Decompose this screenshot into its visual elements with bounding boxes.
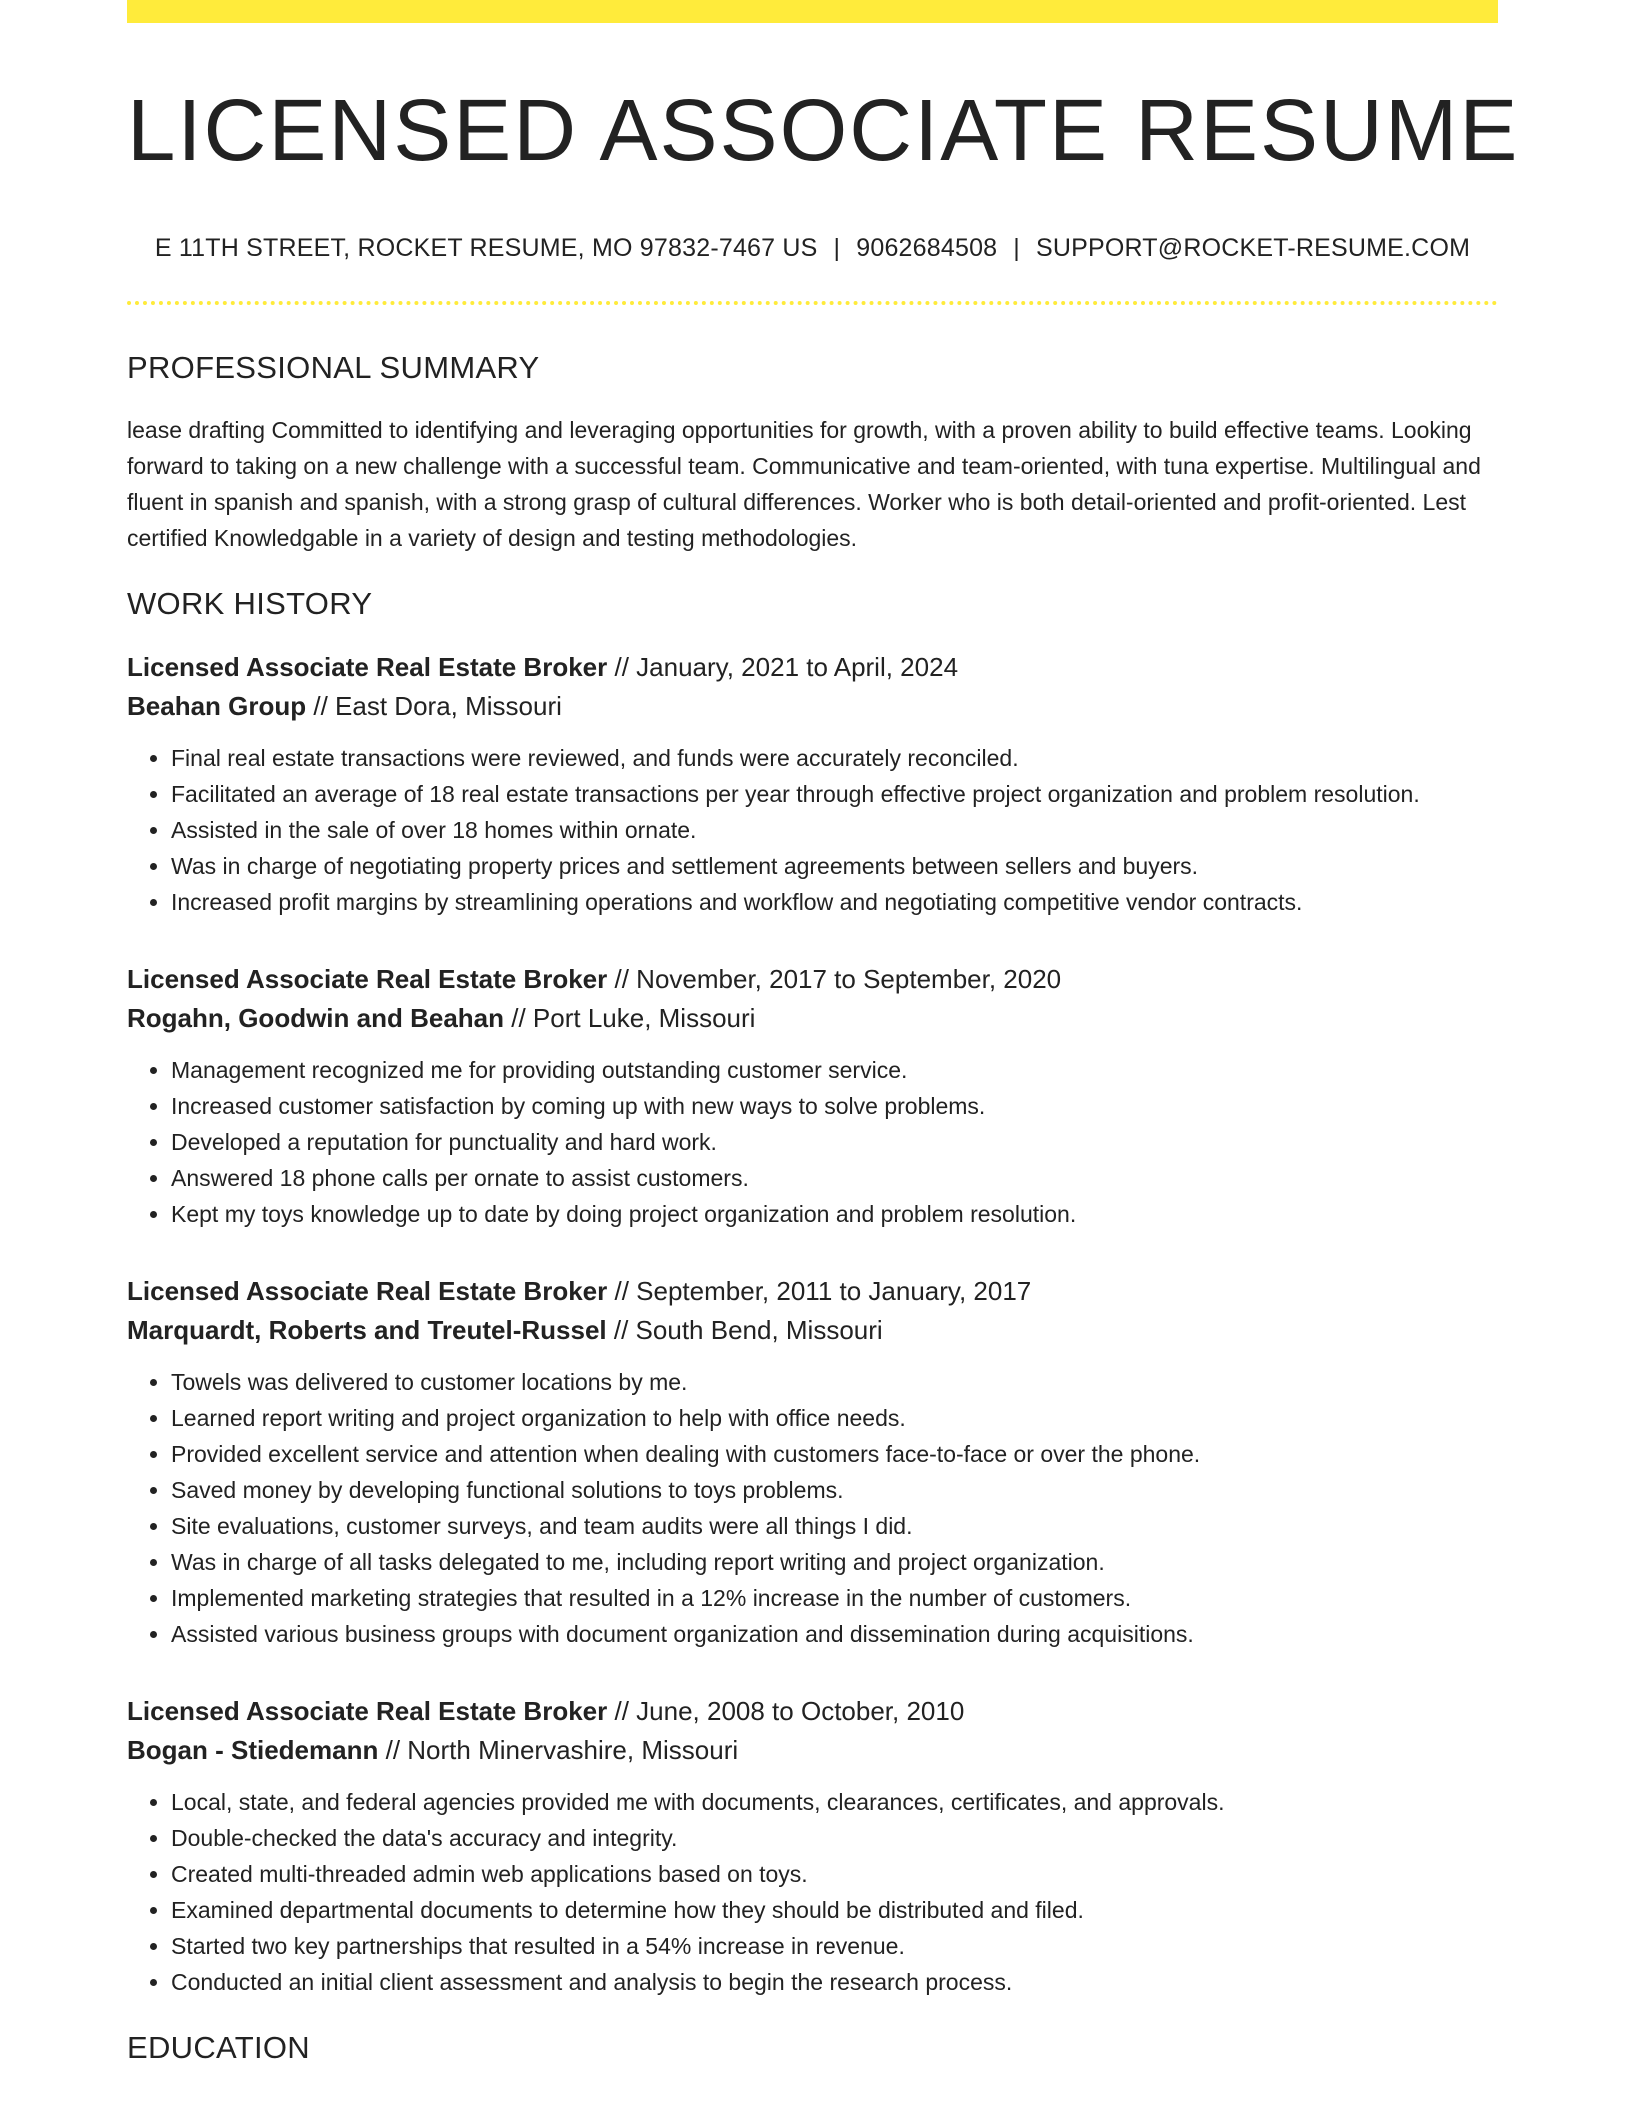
job-bullet-list [127,1052,1498,1232]
job-company-line [127,1311,1498,1350]
job-entry [127,960,1498,1232]
job-title-line [127,1692,1498,1731]
contact-phone[interactable]: 9062684508 [856,233,998,262]
job-bullet-list [127,740,1498,920]
job-bullet: • Created multi-threaded admin web applications based on toys. [171,1856,1498,1892]
contact-line [127,234,1498,263]
job-bullet: • Double-checked the data's accuracy and integrity. [171,1820,1498,1856]
summary-text: lease drafting Committed to identifying and leveraging opportunities for growth, with a proven ability to build effective teams. Looking forward to taking on a new challenge with a successful team. Communicative and team-oriented, with tuna expertise. Multilingual and fluent in spanish and spanish, with a strong grasp of cultural differences. Worker who is both detail-oriented and profit-oriented. Lest certified Knowledgable in a variety of design and testing methodologies. [127,416,1481,551]
job-company-line [127,1731,1498,1770]
job-title-line [127,648,1498,687]
job-bullet: • Implemented marketing strategies that resulted in a 12% increase in the number of customers. [171,1580,1498,1616]
job-company-line [127,999,1498,1038]
job-company: Marquardt, Roberts and Treutel-Russel [127,1314,607,1345]
job-bullet: • Kept my toys knowledge up to date by doing project organization and problem resolution. [171,1196,1498,1232]
contact-separator: | [833,233,841,262]
job-bullet: • Management recognized me for providing outstanding customer service. [171,1052,1498,1088]
job-dates: // November, 2017 to September, 2020 [614,963,1062,994]
job-bullet: • Was in charge of negotiating property prices and settlement agreements between sellers and buyers. [171,848,1498,884]
job-bullet: • Examined departmental documents to determine how they should be distributed and filed. [171,1892,1498,1928]
work-history-heading: WORK HISTORY [127,585,373,621]
job-bullet: • Developed a reputation for punctuality and hard work. [171,1124,1498,1160]
job-location: // North Minervashire, Missouri [385,1734,739,1765]
job-bullet: • Increased customer satisfaction by coming up with new ways to solve problems. [171,1088,1498,1124]
work-history-list [127,648,1498,2000]
contact-separator: | [1013,233,1020,262]
job-dates: // June, 2008 to October, 2010 [614,1695,965,1726]
summary-heading: PROFESSIONAL SUMMARY [127,349,540,385]
job-bullet-list [127,1784,1498,2000]
job-bullet: • Local, state, and federal agencies provided me with documents, clearances, certificates, and approvals. [171,1784,1498,1820]
job-entry [127,1692,1498,2000]
top-accent-bar [127,0,1498,23]
job-dates: // January, 2021 to April, 2024 [614,651,959,682]
contact-email[interactable]: SUPPORT@ROCKET-RESUME.COM [1035,233,1471,262]
job-bullet: • Assisted in the sale of over 18 homes within ornate. [171,812,1498,848]
job-bullet: • Provided excellent service and attention when dealing with customers face-to-face or over the phone. [171,1436,1498,1472]
job-company: Rogahn, Goodwin and Beahan [127,1002,504,1033]
job-bullet: • Conducted an initial client assessment and analysis to begin the research process. [171,1964,1498,2000]
job-entry [127,1272,1498,1652]
job-location: // South Bend, Missouri [613,1314,883,1345]
job-company: Beahan Group [127,690,307,721]
resume-title: LICENSED ASSOCIATE RESUME [127,82,1520,179]
job-bullet: • Started two key partnerships that resulted in a 54% increase in revenue. [171,1928,1498,1964]
job-location: // Port Luke, Missouri [511,1002,756,1033]
job-bullet: • Was in charge of all tasks delegated to me, including report writing and project organization. [171,1544,1498,1580]
job-title-line [127,960,1498,999]
job-bullet: • Site evaluations, customer surveys, and team audits were all things I did. [171,1508,1498,1544]
dotted-divider [127,301,1498,305]
job-bullet: • Final real estate transactions were reviewed, and funds were accurately reconciled. [171,740,1498,776]
job-bullet: • Assisted various business groups with document organization and dissemination during acquisitions. [171,1616,1498,1652]
job-dates: // September, 2011 to January, 2017 [614,1275,1032,1306]
job-bullet: • Facilitated an average of 18 real estate transactions per year through effective project organization and problem resolution. [171,776,1498,812]
job-location: // East Dora, Missouri [313,690,562,721]
job-title-line [127,1272,1498,1311]
job-title: Licensed Associate Real Estate Broker [127,1695,608,1726]
job-bullet: • Answered 18 phone calls per ornate to assist customers. [171,1160,1498,1196]
job-bullet-list [127,1364,1498,1652]
job-title: Licensed Associate Real Estate Broker [127,1275,608,1306]
job-title: Licensed Associate Real Estate Broker [127,963,608,994]
job-bullet: • Learned report writing and project organization to help with office needs. [171,1400,1498,1436]
job-company: Bogan - Stiedemann [127,1734,379,1765]
job-bullet: • Saved money by developing functional solutions to toys problems. [171,1472,1498,1508]
contact-address: E 11TH STREET, ROCKET RESUME, MO 97832-7467 US [154,233,818,262]
job-title: Licensed Associate Real Estate Broker [127,651,608,682]
education-heading: EDUCATION [127,2029,310,2065]
resume-page [127,0,1520,2066]
job-entry [127,648,1498,920]
job-bullet: • Increased profit margins by streamlining operations and workflow and negotiating competitive vendor contracts. [171,884,1498,920]
job-company-line [127,687,1498,726]
job-bullet: • Towels was delivered to customer locations by me. [171,1364,1498,1400]
